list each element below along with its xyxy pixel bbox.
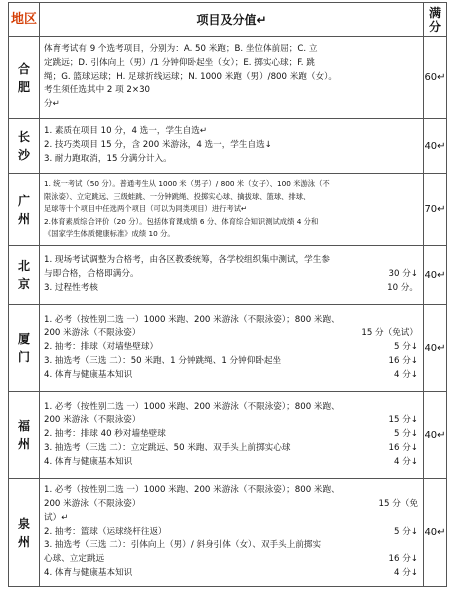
item-line: 3. 过程性考核 10 分。 bbox=[44, 282, 420, 296]
points-label: 5 分↓ bbox=[390, 526, 418, 540]
items-cell bbox=[40, 392, 424, 479]
item-line: 定跳远；D. 引体向上（男）/1 分钟仰卧起坐（女）；E. 掷实心球；F. 跳 bbox=[44, 57, 315, 68]
item-line: 与即合格，合格即满分。 30 分↓ bbox=[44, 268, 420, 282]
item-line: 1. 统一考试（50 分）。普通考生从 1000 米（男子）/ 800 米（女子）、100 米游泳（不 bbox=[44, 179, 330, 189]
item-line: 2. 抽考：排球 40 秒对墙垫壁球 5 分↓ bbox=[44, 428, 420, 442]
item-line: 分↵ bbox=[44, 99, 60, 110]
points-label: 15 分（免 bbox=[375, 498, 418, 512]
item-line: 200 米游泳（不限泳姿） 15 分（免试） bbox=[44, 327, 420, 341]
item-line: 1. 必考（按性别二选 一）1000 米跑、200 米游泳（不限泳姿）；800 米跑、 bbox=[44, 401, 340, 412]
exam-table bbox=[8, 2, 447, 587]
header-region: 地区 bbox=[9, 3, 40, 37]
score-cell: 40↵ bbox=[424, 392, 447, 479]
item-line: 足球等十个项目中任选两个项目（可以为同类项目）进行考试↵ bbox=[44, 204, 248, 214]
points-label: 15 分（免试） bbox=[357, 327, 418, 341]
item-line: 3. 抽选考（三选 二）：引体向上（男）/ 斜身引体（女）、双手头上前掷实 bbox=[44, 540, 322, 551]
item-line: 1. 必考（按性别二选 一）1000 米跑、200 米游泳（不限泳姿）；800 米跑、 bbox=[44, 485, 340, 496]
region-cell: 厦 门 bbox=[9, 305, 40, 392]
header-items: 项目及分值↵ bbox=[40, 3, 424, 37]
item-line: 限泳姿）、立定跳远、三级蛙跳、一分钟跳绳、投掷实心球、擒拔球、篮球、排球、 bbox=[44, 191, 311, 201]
item-line: 2.体育素质综合评价（20 分）。包括体育课成绩 6 分、体育综合知识测试成绩 4 分和 bbox=[44, 216, 319, 226]
points-label: 10 分。 bbox=[383, 282, 418, 296]
item-line: 4. 体育与健康基本知识 4 分↓ bbox=[44, 369, 420, 383]
score-cell: 40↵ bbox=[424, 119, 447, 174]
table-row bbox=[9, 174, 447, 246]
item-line: 3. 抽选考（三选 二）：立定跳远、50 米跑、双手头上前掷实心球 16 分↓ bbox=[44, 442, 420, 456]
table-row bbox=[9, 37, 447, 119]
region-cell: 福 州 bbox=[9, 392, 40, 479]
points-label: 4 分↓ bbox=[390, 369, 418, 383]
region-cell: 泉 州 bbox=[9, 479, 40, 587]
table-row bbox=[9, 392, 447, 479]
items-cell bbox=[40, 305, 424, 392]
item-line: 《国家学生体质健康标准》成绩 10 分。 bbox=[44, 229, 175, 239]
points-label: 5 分↓ bbox=[390, 341, 418, 355]
item-line: 1. 素质在项目 10 分，4 选一，学生自选↵ bbox=[44, 126, 208, 137]
items-cell bbox=[40, 37, 424, 119]
item-line: 200 米游泳（不限泳姿） 15 分↓ bbox=[44, 414, 420, 428]
items-cell bbox=[40, 119, 424, 174]
points-label: 15 分↓ bbox=[385, 414, 418, 428]
points-label: 30 分↓ bbox=[385, 268, 418, 282]
table-row bbox=[9, 479, 447, 587]
region-cell: 北 京 bbox=[9, 246, 40, 305]
points-label: 4 分↓ bbox=[390, 567, 418, 581]
item-line: 2. 抽考：排球（对墙垫壁球） 5 分↓ bbox=[44, 341, 420, 355]
table-row bbox=[9, 246, 447, 305]
item-line: 体育考试有 9 个选考项目，分别为：A. 50 米跑；B. 坐位体前屈；C. 立 bbox=[44, 44, 318, 54]
score-cell: 40↵ bbox=[424, 246, 447, 305]
items-cell bbox=[40, 479, 424, 587]
item-line: 心球、立定跳远 16 分↓ bbox=[44, 553, 420, 567]
region-cell: 长 沙 bbox=[9, 119, 40, 174]
items-cell bbox=[40, 246, 424, 305]
item-line: 2. 技巧类项目 15 分，含 200 米游泳，4 选一，学生自选↓ bbox=[44, 140, 272, 151]
region-cell: 合 肥 bbox=[9, 37, 40, 119]
item-line: 200 米游泳（不限泳姿） 15 分（免 bbox=[44, 498, 420, 512]
item-line: 4. 体育与健康基本知识 4 分↓ bbox=[44, 567, 420, 581]
item-line: 试）↵ bbox=[44, 512, 69, 523]
header-row bbox=[9, 3, 447, 37]
item-line: 4. 体育与健康基本知识 4 分↓ bbox=[44, 456, 420, 470]
points-label: 16 分↓ bbox=[385, 553, 418, 567]
item-line: 2. 抽考：篮球（运球绕杆往返） 5 分↓ bbox=[44, 526, 420, 540]
points-label: 16 分↓ bbox=[385, 442, 418, 456]
points-label: 5 分↓ bbox=[390, 428, 418, 442]
item-line: 1. 现场考试调整为合格考，由各区教委统筹，各学校组织集中测试，学生参 bbox=[44, 255, 330, 266]
score-cell: 60↵ bbox=[424, 37, 447, 119]
points-label: 4 分↓ bbox=[390, 456, 418, 470]
points-label: 16 分↓ bbox=[385, 355, 418, 369]
item-line: 考生须任选其中 2 项 2×30 bbox=[44, 85, 151, 96]
region-cell: 广 州 bbox=[9, 174, 40, 246]
item-line: 1. 必考（按性别二选 一）1000 米跑、200 米游泳（不限泳姿）；800 米跑、 bbox=[44, 314, 340, 325]
table-row bbox=[9, 305, 447, 392]
item-line: 绳；G. 篮球运球；H. 足球折线运球；N. 1000 米跑（男）/800 米跑（女）。 bbox=[44, 71, 337, 82]
item-line: 3. 耐力跑取消，15 分满分计入。 bbox=[44, 153, 172, 164]
item-line: 3. 抽选考（三选 二）：50 米跑、1 分钟跳绳、1 分钟仰卧起坐 16 分↓ bbox=[44, 355, 420, 369]
score-cell: 40↵ bbox=[424, 305, 447, 392]
items-cell bbox=[40, 174, 424, 246]
score-cell: 70↵ bbox=[424, 174, 447, 246]
header-score: 满分 bbox=[424, 3, 447, 37]
table-row bbox=[9, 119, 447, 174]
score-cell: 40↵ bbox=[424, 479, 447, 587]
